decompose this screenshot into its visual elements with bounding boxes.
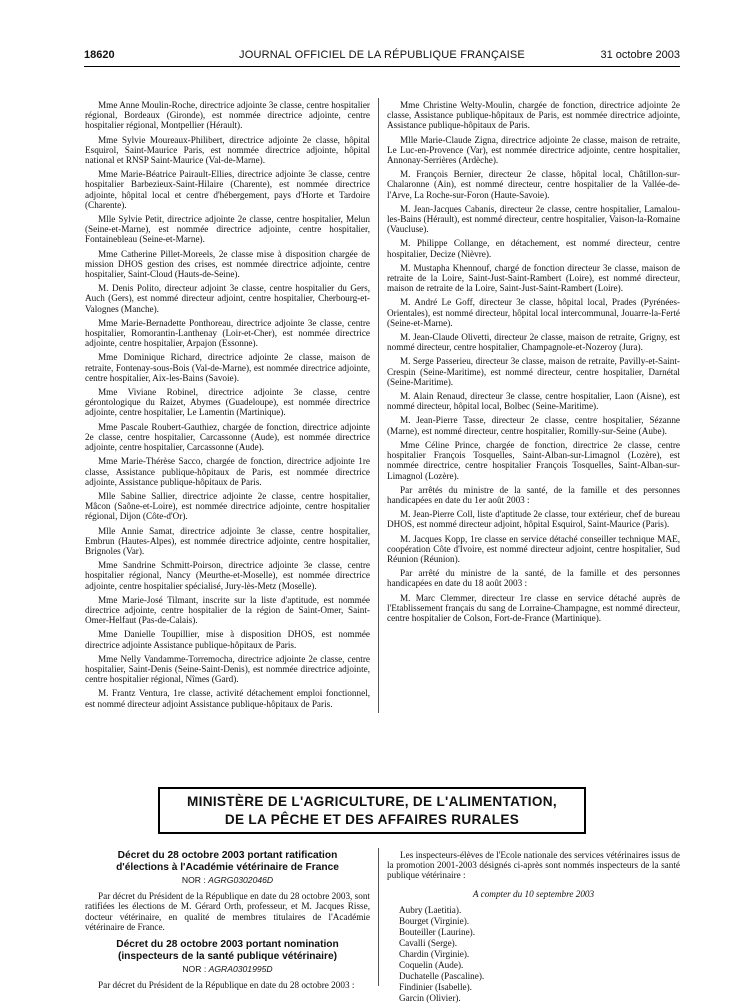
right_column-paragraph: M. François Bernier, directeur 2e classe, hôpital local, Châtillon-sur-Chalaronne (Ain), est nommé directeur, centre hospitalier de la Vallée-de-l'Arve, La Roche-sur-Foron (Haute-Savoie). <box>387 169 680 200</box>
decree2-date-heading: A compter du 10 septembre 2003 <box>472 888 595 899</box>
right_column-paragraph: M. Alain Renaud, directeur 3e classe, centre hospitalier, Laon (Aisne), est nommé directeur, hôpital local, Bolbec (Seine-Maritime). <box>387 391 680 412</box>
left-column <box>85 100 370 713</box>
inspector-name: Chardin (Virginie). <box>399 948 470 959</box>
decree2-intro: Les inspecteurs-élèves de l'Ecole nationale des services vétérinaires issus de la promotion 2001-2003 désignés ci-après sont nommés inspecteurs de la santé publique vétérinaire : <box>387 850 680 881</box>
right_column-paragraph: M. Mustapha Khennouf, chargé de fonction directeur 3e classe, maison de retraite de la Loire, Saint-Just-Saint-Rambert (Loire), est nommé directeur, maison de retraite de la Loire, Saint-Just-Saint-Rambert (Loire). <box>387 262 680 294</box>
left_column-paragraph: Mlle Sylvie Petit, directrice adjointe 2e classe, centre hospitalier, Melun (Seine-et-Marne), est nommée directrice adjointe, centre hospitalier, Fontainebleau (Seine-et-Marne). <box>85 214 370 245</box>
inspector-names-list <box>387 905 680 1004</box>
left_column-paragraph: M. Frantz Ventura, 1re classe, activité détachement emploi fonctionnel, est nommé directeur adjoint Assistance publique-hôpitaux de Paris. <box>85 688 370 709</box>
decree2-title <box>85 939 370 962</box>
right_column-paragraph: M. Jean-Pierre Coll, liste d'aptitude 2e classe, tour extérieur, chef de bureau DHOS, est nommé directeur adjoint, hôpital Esquirol, Saint-Maurice (Paris). <box>387 509 680 530</box>
right_column-paragraph: M. André Le Goff, directeur 3e classe, hôpital local, Prades (Pyrénées-Orientales), est nommé directeur, hôpital local intercommunal, Jouarre-la-Ferté (Seine-et-Marne). <box>387 297 680 328</box>
inspector-name: Duchatelle (Pascaline). <box>399 970 485 981</box>
right_column-paragraph: M. Marc Clemmer, directeur 1re classe en service détaché auprès de l'Etablissement français du sang de Lorraine-Champagne, est nommé directeur, centre hospitalier de Colson, Fort-de-France (Martinique). <box>387 592 680 623</box>
inspector-name: Bouteiller (Laurine). <box>399 926 476 937</box>
ministry-banner <box>158 787 586 834</box>
decree1-nor-label: NOR : <box>181 875 209 885</box>
left_column-paragraph: Mme Marie-Bernadette Ponthoreau, directrice adjointe 3e classe, centre hospitalier, Romorantin-Lanthenay (Loir-et-Cher), est nommée directrice adjointe, centre hospitalier, Arpajon (Essonne). <box>85 317 370 349</box>
decree2-body: Par décret du Président de la République en date du 28 octobre 2003 : <box>98 980 355 991</box>
inspector-name: Aubry (Laetitia). <box>399 904 462 915</box>
decree1-nor-code: AGRG0302046D <box>208 875 274 885</box>
left_column-paragraph: Mlle Sabine Sallier, directrice adjointe 2e classe, centre hospitalier, Mâcon (Saône-et-Loire), est nommée directrice adjointe, centre hospitalier régional, Dijon (Côte-d'Or). <box>85 490 370 522</box>
decree2-title-line2: (inspecteurs de la santé publique vétérinaire) <box>117 950 338 962</box>
decree1-nor <box>85 875 370 885</box>
inspector-name: Findinier (Isabelle). <box>399 981 472 992</box>
left_column-paragraph: Mme Danielle Toupillier, mise à disposition DHOS, est nommée directrice adjointe Assistance publique-hôpitaux de Paris. <box>85 629 370 650</box>
right_column-paragraph: Par arrêtés du ministre de la santé, de la famille et des personnes handicapées en date du 1er août 2003 : <box>387 484 680 505</box>
decree1-body: Par décret du Président de la République en date du 28 octobre 2003, sont ratifiées les élections de M. Gérard Orth, professeur, et M. Jacques Risse, docteur vétérinaire, en qualité de membres titulaires de l'Académie vétérinaire de France. <box>85 891 370 932</box>
column-divider-top <box>378 98 379 713</box>
decree2-nor <box>85 964 370 974</box>
right_column-paragraph: M. Jean-Pierre Tasse, directeur 2e classe, centre hospitalier, Sézanne (Marne), est nommé directeur, centre hospitalier, Romilly-sur-Seine (Aube). <box>387 415 680 436</box>
left_column-paragraph: M. Denis Polito, directeur adjoint 3e classe, centre hospitalier du Gers, Auch (Gers), est nommé directeur adjoint, centre hospitalier, Cherbourg-et-Valognes (Manche). <box>85 283 370 314</box>
column-divider-bottom <box>378 848 379 986</box>
left_column-paragraph: Mme Nelly Vandamme-Torremocha, directrice adjointe 2e classe, centre hospitalier, Saint-Denis (Seine-Saint-Denis), est nommée directrice adjointe, centre hospitalier régional, Nîmes (Gard). <box>85 653 370 685</box>
left_column-paragraph: Mme Viviane Robinel, directrice adjointe 3e classe, centre gérontologique du Raizet, Abymes (Guadeloupe), est nommée directrice adjointe, centre hospitalier, Le Lamentin (Martinique). <box>85 387 370 418</box>
journal-title: JOURNAL OFFICIEL DE LA RÉPUBLIQUE FRANÇAISE <box>239 49 525 61</box>
ministry-banner-line1: MINISTÈRE DE L'AGRICULTURE, DE L'ALIMENTATION, <box>187 794 557 809</box>
right_column-paragraph: M. Serge Passerieu, directeur 3e classe, maison de retraite, Pavilly-et-Saint-Crespin (Seine-Maritime), est nommé directeur, centre hospitalier, Darnétal (Seine-Maritime). <box>387 356 680 387</box>
left_column-paragraph: Mme Anne Moulin-Roche, directrice adjointe 3e classe, centre hospitalier régional, Bordeaux (Gironde), est nommée directrice adjointe, centre hospitalier régional, Montpellier (Hérault). <box>85 100 370 131</box>
inspector-name: Coquelin (Aude). <box>399 959 464 970</box>
inspector-name: Bourget (Virginie). <box>399 915 470 926</box>
right_column-paragraph: M. Jean-Claude Olivetti, directeur 2e classe, maison de retraite, Grigny, est nommé directeur, centre hospitalier, Champagnole-et-Nozeroy (Jura). <box>387 332 680 353</box>
left_column-paragraph: Mme Sylvie Moureaux-Philibert, directrice adjointe 2e classe, hôpital Esquirol, Saint-Maurice Paris, est nommée directrice adjointe, hôpital national et RNSP Saint-Maurice (Val-de-Marne). <box>85 134 370 166</box>
decree2-nor-code: AGRA0301995D <box>208 964 273 975</box>
right_column-paragraph: Mme Céline Prince, chargée de fonction, directrice 2e classe, centre hospitalier François Tosquelles, Saint-Alban-sur-Limagnol (Lozère), est nommée directrice, centre hospitalier François Tosquelles, Saint-Alban-sur-Limagnol (Lozère). <box>387 439 680 481</box>
ministry-banner-line2: DE LA PÊCHE ET DES AFFAIRES RURALES <box>224 812 520 827</box>
right_column-paragraph: M. Jean-Jacques Cabanis, directeur 2e classe, centre hospitalier, Lamalou-les-Bains (Hérault), est nommé directeur, centre hospitalier, Vaison-la-Romaine (Vaucluse). <box>387 203 680 235</box>
decree1-title-line1: Décret du 28 octobre 2003 portant ratification <box>117 850 338 861</box>
decree1-title <box>85 850 370 873</box>
left_column-paragraph: Mme Marie-José Tilmant, inscrite sur la liste d'aptitude, est nommée directrice adjointe, centre hospitalier de la région de Saint-Omer, Saint-Omer-Helfaut (Pas-de-Calais). <box>85 594 370 626</box>
right_column-paragraph: Mlle Marie-Claude Zigna, directrice adjointe 2e classe, maison de retraite, Le Luc-en-Provence (Var), est nommée directrice adjointe, centre hospitalier, Annonay-Serrières (Ardèche). <box>387 134 680 166</box>
inspector-name: Cavalli (Serge). <box>399 937 458 948</box>
decree1-title-line2: d'élections à l'Académie vétérinaire de France <box>116 861 339 873</box>
right_column-paragraph: M. Philippe Collange, en détachement, est nommé directeur, centre hospitalier, Decize (Nièvre). <box>387 238 680 259</box>
left_column-paragraph: Mme Marie-Thérèse Sacco, chargée de fonction, directrice adjointe 1re classe, Assistance publique-hôpitaux de Paris, est nommée directrice adjointe, Assistance publique-hôpitaux de Paris. <box>85 456 370 487</box>
issue-date: 31 octobre 2003 <box>600 49 680 61</box>
left_column-paragraph: Mme Dominique Richard, directrice adjointe 2e classe, maison de retraite, Fontenay-sous-Bois (Val-de-Marne), est nommée directrice adjointe, centre hospitalier, Aix-les-Bains (Savoie). <box>85 352 370 383</box>
right_column-paragraph: Mme Christine Welty-Moulin, chargée de fonction, directrice adjointe 2e classe, Assistance publique-hôpitaux de Paris, est nommée directrice adjointe, Assistance publique-hôpitaux de Paris. <box>387 100 680 131</box>
decree2-nor-label: NOR : <box>182 964 209 975</box>
left_column-paragraph: Mme Catherine Pillet-Moreels, 2e classe mise à disposition chargée de mission DHOS gestion des crises, est nommée directrice adjointe, centre hospitalier, Saint-Cloud (Hauts-de-Seine). <box>85 248 370 280</box>
page-header <box>84 49 680 65</box>
inspector-name: Garcin (Olivier). <box>399 992 461 1003</box>
decree2-title-line1: Décret du 28 octobre 2003 portant nomination <box>116 939 339 951</box>
decrees-column <box>85 850 370 994</box>
right_column-paragraph: Par arrêté du ministre de la santé, de la famille et des personnes handicapées en date du 18 août 2003 : <box>387 568 680 589</box>
left_column-paragraph: Mme Sandrine Schmitt-Poirson, directrice adjointe 3e classe, centre hospitalier régional, Nancy (Meurthe-et-Moselle), est nommée directrice adjointe, centre hospitalier spécialisé, Jury-lès-Metz (Moselle). <box>85 560 370 591</box>
left_column-paragraph: Mme Pascale Roubert-Gauthiez, chargée de fonction, directrice adjointe 2e classe, centre hospitalier, Carcassonne (Aude), est nommée directrice adjointe, centre hospitalier, Carcassonne (Aude). <box>85 421 370 453</box>
page-number: 18620 <box>84 49 115 61</box>
left_column-paragraph: Mme Marie-Béatrice Pairault-Ellies, directrice adjointe 3e classe, centre hospitalier Barbezieux-Saint-Hilaire (Charente), est nommée directrice adjointe, hôpital local et centre d'hébergement, pays d'Horte et Tardoire (Charente). <box>85 169 370 210</box>
right-column <box>387 100 680 627</box>
header-rule <box>84 66 680 67</box>
left_column-paragraph: Mlle Annie Samat, directrice adjointe 3e classe, centre hospitalier, Embrun (Hautes-Alpes), est nommée directrice adjointe, centre hospitalier, Brignoles (Var). <box>85 525 370 556</box>
decree2-continuation <box>387 850 680 1004</box>
right_column-paragraph: M. Jacques Kopp, 1re classe en service détaché conseiller technique MAE, coopération Côte d'Ivoire, est nommé directeur adjoint, centre hospitalier, Sud Réunion (Réunion). <box>387 533 680 564</box>
